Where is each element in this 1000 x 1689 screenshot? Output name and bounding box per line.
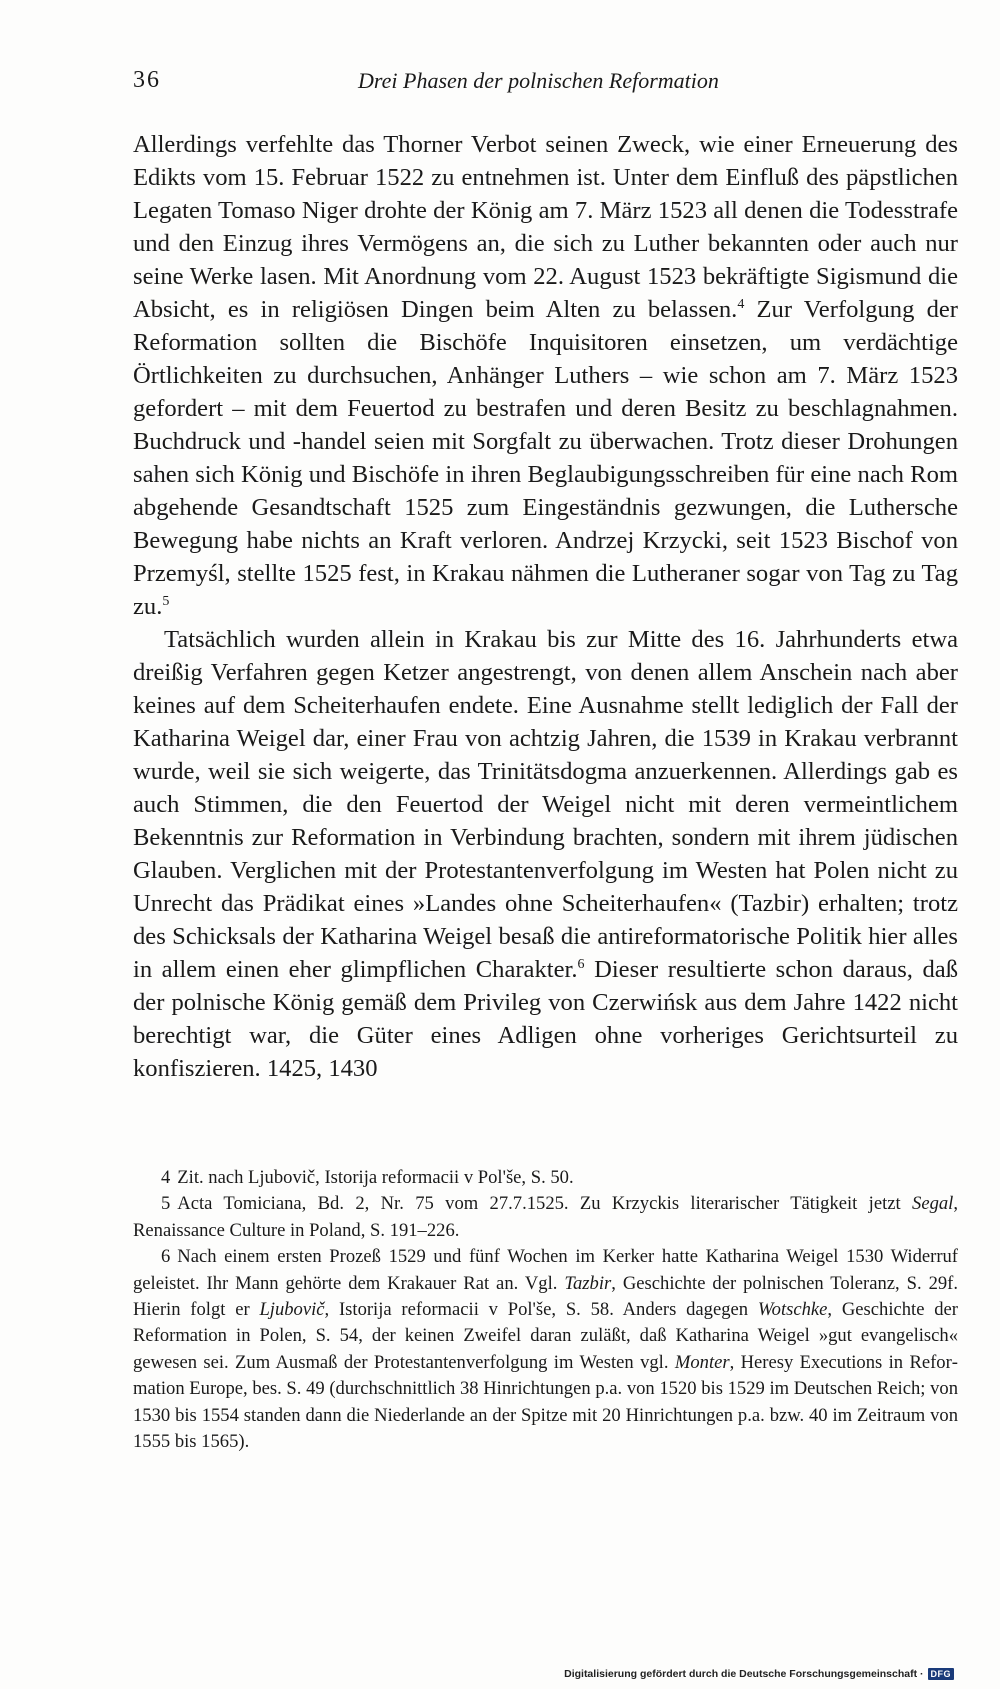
footnote (133, 1244, 958, 1455)
footnote-number: 4 (161, 1167, 171, 1188)
text-run: Dieser resultierte schon daraus, daß der polnische König gemäß dem Privileg von Czerwińsk aus dem Jahre 1422 nicht berechtigt war, die Güter eines Adligen ohne vorheriges Gerichtsurteil zu konfiszieren. 1425, 1430 (133, 956, 959, 1082)
footnote-number: 5 (161, 1193, 171, 1215)
text-run: Ljubovič (259, 1299, 325, 1321)
footnote-number: 6 (161, 1246, 171, 1268)
footnote-reference: 4 (737, 297, 745, 312)
text-run: Monter (674, 1351, 730, 1373)
text-run: , Istorija reformacii v Pol'še, S. 58. Anders dagegen (324, 1299, 758, 1321)
main-text (133, 128, 958, 1085)
paragraph (133, 128, 958, 623)
text-run: Tatsächlich wurden allein in Krakau bis zur Mitte des 16. Jahrhunderts etwa dreißig Verfahren gegen Ketzer angestrengt, von denen allem Anschein nach aber keines auf dem Scheiterhaufen endete. Eine Ausnahme stellt lediglich der Fall der Katharina Weigel dar, einer Frau von achtzig Jahren, die 1539 in Krakau verbrannt wurde, weil sie sich weigerte, das Trinitätsdogma anzuerkennen. Allerdings gab es auch Stimmen, die den Feuertod der Weigel nicht mit deren vermeintlichem Bekenntnis zur Reformation in Verbindung brachten, sondern mit ihrem jüdischen Glauben. Verglichen mit der Protestantenverfolgung im Westen hat Polen nicht zu Unrecht das Prädikat eines »Landes ohne Scheiterhaufen« (Tazbir) erhalten; trotz des Schicksals der Katharina Weigel besaß die antireformatorische Politik hier alles in allem einen eher glimpflichen Charakter. (133, 626, 958, 983)
text-run: , Renaissance Culture in Poland, S. 191–226. (133, 1193, 958, 1241)
text-run: Zit. nach Ljubovič, Istorija reformacii v Pol'še, S. 50. (177, 1167, 574, 1188)
text-run: , Geschichte der Reformation in Polen, S. 54, der keinen Zweifel daran zuläßt, daß Katharina Weigel »gut evangelisch« gewesen sei. Zum Ausmaß der Protestantenverfolgung im Westen vgl. (133, 1299, 958, 1373)
text-run: , Geschichte der polnischen Toleranz, S. 29f. Hierin folgt er (133, 1272, 959, 1321)
text-run: Acta Tomiciana, Bd. 2, Nr. 75 vom 27.7.1525. Zu Krzyckis literarischer Tätigkeit jetzt (177, 1193, 913, 1215)
footnote-reference: 5 (162, 594, 170, 609)
text-run: Nach einem ersten Prozeß 1529 und fünf Wochen im Kerker hatte Katharina Weigel 1530 Widerruf geleistet. Ihr Mann gehörte dem Krakauer Rat an. Vgl. (133, 1246, 958, 1294)
digitization-credit (564, 1668, 954, 1680)
text-run: Wotschke (757, 1299, 828, 1321)
text-run: Segal (912, 1193, 954, 1215)
text-run: Allerdings verfehlte das Thorner Verbot seinen Zweck, wie einer Erneuerung des Edikts vom 15. Februar 1522 zu entnehmen ist. Unter dem Einfluß des päpstlichen Legaten Tomaso Niger drohte der König am 7. März 1523 all denen die Todesstrafe und den Einzug ihres Vermögens an, die sich zu Luther bekannten oder auch nur seine Werke lasen. Mit Anordnung vom 22. August 1523 bekräftigte Sigismund die Absicht, es in religiösen Dingen beim Alten zu belassen. (133, 131, 958, 323)
text-run: Zur Verfolgung der Reformation sollten die Bischöfe Inquisitoren einsetzen, um verdächtige Örtlichkeiten zu durchsuchen, Anhänger Luthers – wie schon am 7. März 1523 gefordert – mit dem Feuertod zu bestrafen und deren Besitz zu beschlagnahmen. Buchdruck und -handel seien mit Sorgfalt zu überwachen. Trotz dieser Drohungen sahen sich König und Bischöfe in ihren Beglaubigungsschreiben für eine nach Rom abgehende Gesandtschaft 1525 zum Eingeständnis gezwungen, die Luthersche Bewegung habe nichts an Kraft verloren. Andrzej Krzycki, seit 1523 Bischof von Przemyśl, stellte 1525 fest, in Krakau nähmen die Lutheraner sogar von Tag zu Tag zu. (133, 296, 958, 620)
dfg-logo: DFG (928, 1668, 955, 1680)
footnotes (133, 1165, 958, 1455)
text-run: , Heresy Executions in Reformation Europe, bes. S. 49 (durchschnittlich 38 Hinrichtungen p.a. von 1520 bis 1529 im Deutschen Reich; von 1530 bis 1554 standen dann die Niederlande an der Spitze mit 20 Hinrichtungen p.a. bzw. 40 im Zeitraum von 1555 bis 1565). (133, 1351, 958, 1453)
page-header (133, 68, 958, 108)
text-run: Tazbir (564, 1272, 612, 1294)
credit-text: Digitalisierung gefördert durch die Deutsche Forschungsgemeinschaft · (564, 1668, 924, 1680)
footnote (133, 1191, 958, 1244)
running-title: Drei Phasen der polnischen Reformation (358, 68, 719, 93)
paragraph (133, 623, 958, 1085)
page-number: 36 (133, 67, 161, 93)
footnote-reference: 6 (577, 957, 585, 972)
footnote (133, 1165, 958, 1191)
